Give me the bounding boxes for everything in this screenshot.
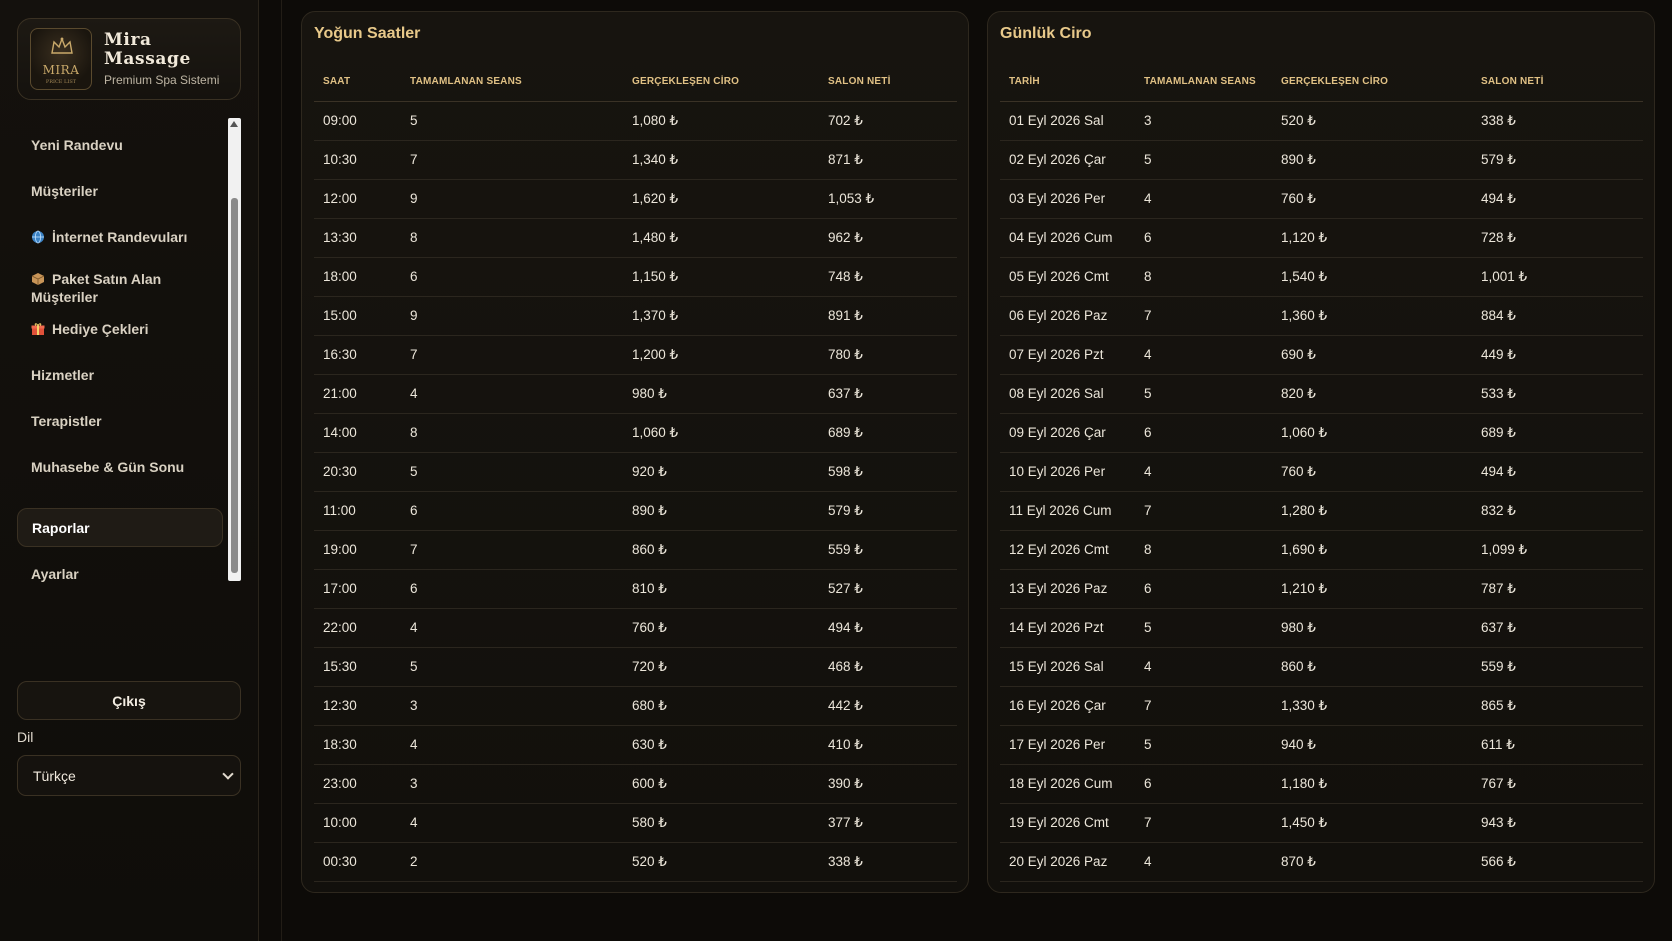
table-cell: 689 ₺	[1472, 413, 1643, 452]
table-row	[314, 335, 957, 374]
table-cell: 1,280 ₺	[1272, 491, 1472, 530]
scroll-up-arrow-icon[interactable]	[230, 121, 238, 127]
table-cell: 21:00	[314, 374, 401, 413]
table-cell: 980 ₺	[1272, 608, 1472, 647]
table-cell: 7	[401, 140, 623, 179]
table-cell: 494 ₺	[1472, 179, 1643, 218]
table-cell: 1,340 ₺	[623, 140, 819, 179]
table-cell: 14:00	[314, 413, 401, 452]
column-header: TARİH	[1000, 63, 1135, 101]
table-row	[1000, 569, 1643, 608]
table-cell: 527 ₺	[819, 569, 957, 608]
table-cell: 14 Eyl 2026 Pzt	[1000, 608, 1135, 647]
table-row	[314, 569, 957, 608]
table-cell: 566 ₺	[1472, 842, 1643, 881]
table-cell: 832 ₺	[1472, 491, 1643, 530]
table-cell: 6	[401, 569, 623, 608]
table-cell: 1,210 ₺	[1272, 569, 1472, 608]
table-row	[314, 842, 957, 881]
table-row	[314, 725, 957, 764]
brand-subtitle: Premium Spa Sistemi	[104, 73, 220, 87]
table-cell: 01 Eyl 2026 Sal	[1000, 101, 1135, 140]
table-row	[314, 608, 957, 647]
column-header: TAMAMLANAN SEANS	[401, 63, 623, 101]
table-cell: 1,180 ₺	[1272, 764, 1472, 803]
table-row	[314, 179, 957, 218]
column-header: SALON NETİ	[819, 63, 957, 101]
sidebar-item-label: Raporlar	[32, 519, 90, 536]
table-row	[314, 647, 957, 686]
table-cell: 1,450 ₺	[1272, 803, 1472, 842]
table-cell: 860 ₺	[1272, 647, 1472, 686]
table-cell: 1,099 ₺	[1472, 530, 1643, 569]
sidebar-nav	[17, 118, 225, 581]
table-cell: 7	[401, 530, 623, 569]
table-row	[314, 296, 957, 335]
table-cell: 19:00	[314, 530, 401, 569]
brand-card	[17, 18, 241, 100]
sidebar-item-yeni-randevu[interactable]	[17, 130, 223, 160]
table-cell: 377 ₺	[819, 803, 957, 842]
table-cell: 8	[401, 218, 623, 257]
table-cell: 1,200 ₺	[623, 335, 819, 374]
table-row	[1000, 803, 1643, 842]
table-cell: 09 Eyl 2026 Çar	[1000, 413, 1135, 452]
table-cell: 6	[1135, 569, 1272, 608]
table-cell: 891 ₺	[819, 296, 957, 335]
table-cell: 12:00	[314, 179, 401, 218]
table-cell: 468 ₺	[819, 647, 957, 686]
sidebar-item-label: Hizmetler	[31, 367, 95, 383]
table-cell: 760 ₺	[623, 608, 819, 647]
table-cell: 760 ₺	[1272, 452, 1472, 491]
table-cell: 10 Eyl 2026 Per	[1000, 452, 1135, 491]
table-cell: 598 ₺	[819, 452, 957, 491]
column-header: SAAT	[314, 63, 401, 101]
table-cell: 10:00	[314, 803, 401, 842]
table-cell: 6	[1135, 413, 1272, 452]
package-icon	[31, 272, 45, 286]
table-cell: 611 ₺	[1472, 725, 1643, 764]
table-cell: 7	[401, 335, 623, 374]
table-cell: 410 ₺	[819, 725, 957, 764]
busy-hours-panel	[301, 11, 969, 893]
table-cell: 09:00	[314, 101, 401, 140]
sidebar-item-label: Paket Satın Alan	[52, 271, 162, 287]
panel-title: Yoğun Saatler	[314, 25, 421, 42]
table-row	[1000, 374, 1643, 413]
table-cell: 07 Eyl 2026 Pzt	[1000, 335, 1135, 374]
table-cell: 1,060 ₺	[623, 413, 819, 452]
table-cell: 5	[401, 452, 623, 491]
sidebar-item-internet-randevulari[interactable]	[17, 222, 223, 252]
table-cell: 680 ₺	[623, 686, 819, 725]
table-cell: 8	[1135, 257, 1272, 296]
table-cell: 520 ₺	[623, 842, 819, 881]
table-cell: 10:30	[314, 140, 401, 179]
table-cell: 1,540 ₺	[1272, 257, 1472, 296]
table-row	[1000, 842, 1643, 881]
table-cell: 9	[401, 296, 623, 335]
table-cell: 16 Eyl 2026 Çar	[1000, 686, 1135, 725]
table-cell: 630 ₺	[623, 725, 819, 764]
table-cell: 7	[1135, 296, 1272, 335]
table-cell: 5	[401, 647, 623, 686]
sidebar-item-paket-satin-alan[interactable]	[17, 268, 223, 308]
table-cell: 871 ₺	[819, 140, 957, 179]
table-cell: 720 ₺	[623, 647, 819, 686]
table-cell: 18:00	[314, 257, 401, 296]
table-row	[314, 491, 957, 530]
table-row	[1000, 257, 1643, 296]
table-cell: 5	[1135, 140, 1272, 179]
table-cell: 4	[401, 608, 623, 647]
table-cell: 579 ₺	[819, 491, 957, 530]
logo-subtext: PRICE LIST	[45, 79, 77, 85]
table-row	[1000, 530, 1643, 569]
table-row	[1000, 764, 1643, 803]
table-cell: 860 ₺	[623, 530, 819, 569]
table-cell: 4	[1135, 335, 1272, 374]
table-cell: 1,690 ₺	[1272, 530, 1472, 569]
table-cell: 870 ₺	[1272, 842, 1472, 881]
table-cell: 787 ₺	[1472, 569, 1643, 608]
table-row	[314, 452, 957, 491]
table-cell: 1,060 ₺	[1272, 413, 1472, 452]
table-cell: 600 ₺	[623, 764, 819, 803]
table-cell: 4	[401, 374, 623, 413]
table-cell: 20 Eyl 2026 Paz	[1000, 842, 1135, 881]
busy-hours-table	[314, 63, 957, 882]
table-cell: 9	[401, 179, 623, 218]
table-cell: 13 Eyl 2026 Paz	[1000, 569, 1135, 608]
table-cell: 03 Eyl 2026 Per	[1000, 179, 1135, 218]
table-cell: 7	[1135, 491, 1272, 530]
table-row	[314, 257, 957, 296]
table-cell: 2	[401, 842, 623, 881]
table-cell: 689 ₺	[819, 413, 957, 452]
table-cell: 338 ₺	[819, 842, 957, 881]
table-row	[1000, 296, 1643, 335]
table-cell: 1,120 ₺	[1272, 218, 1472, 257]
table-cell: 11:00	[314, 491, 401, 530]
table-cell: 4	[401, 725, 623, 764]
table-cell: 884 ₺	[1472, 296, 1643, 335]
brand-name-line1: Mira	[104, 30, 152, 50]
table-row	[1000, 647, 1643, 686]
crown-icon	[50, 37, 74, 55]
table-cell: 580 ₺	[623, 803, 819, 842]
table-cell: 810 ₺	[623, 569, 819, 608]
table-cell: 16:30	[314, 335, 401, 374]
table-cell: 637 ₺	[819, 374, 957, 413]
logout-button[interactable]: Çıkış	[17, 681, 241, 720]
table-cell: 494 ₺	[1472, 452, 1643, 491]
table-cell: 1,480 ₺	[623, 218, 819, 257]
table-cell: 6	[401, 257, 623, 296]
table-cell: 760 ₺	[1272, 179, 1472, 218]
table-cell: 15 Eyl 2026 Sal	[1000, 647, 1135, 686]
sidebar-item-musteriler[interactable]	[17, 176, 223, 206]
table-cell: 4	[1135, 842, 1272, 881]
table-row	[1000, 725, 1643, 764]
table-cell: 6	[1135, 218, 1272, 257]
sidebar-item-label: İnternet Randevuları	[52, 229, 188, 245]
table-row	[1000, 335, 1643, 374]
table-cell: 5	[1135, 608, 1272, 647]
sidebar-scrollbar[interactable]	[228, 118, 241, 581]
sidebar-item-label: Yeni Randevu	[31, 137, 123, 153]
table-cell: 690 ₺	[1272, 335, 1472, 374]
table-row	[1000, 686, 1643, 725]
content-divider	[281, 0, 282, 941]
daily-revenue-table	[1000, 63, 1643, 882]
table-cell: 1,080 ₺	[623, 101, 819, 140]
table-cell: 12 Eyl 2026 Cmt	[1000, 530, 1135, 569]
table-cell: 1,620 ₺	[623, 179, 819, 218]
sidebar-item-ayarlar[interactable]	[17, 559, 223, 589]
table-cell: 3	[1135, 101, 1272, 140]
table-cell: 08 Eyl 2026 Sal	[1000, 374, 1135, 413]
table-cell: 4	[1135, 647, 1272, 686]
table-cell: 8	[401, 413, 623, 452]
table-row	[1000, 452, 1643, 491]
table-cell: 5	[401, 101, 623, 140]
table-cell: 442 ₺	[819, 686, 957, 725]
table-row	[1000, 608, 1643, 647]
table-cell: 15:00	[314, 296, 401, 335]
table-cell: 533 ₺	[1472, 374, 1643, 413]
sidebar-item-label: Müşteriler	[31, 183, 98, 199]
sidebar-item-label: Muhasebe & Gün Sonu	[31, 459, 185, 475]
scrollbar-thumb[interactable]	[231, 198, 238, 573]
sidebar-item-raporlar[interactable]	[17, 508, 223, 547]
table-cell: 17:00	[314, 569, 401, 608]
table-cell: 4	[1135, 179, 1272, 218]
table-cell: 04 Eyl 2026 Cum	[1000, 218, 1135, 257]
sidebar-item-hizmetler[interactable]	[17, 360, 223, 390]
table-row	[1000, 491, 1643, 530]
table-cell: 1,053 ₺	[819, 179, 957, 218]
table-row	[314, 140, 957, 179]
table-cell: 449 ₺	[1472, 335, 1643, 374]
table-cell: 6	[1135, 764, 1272, 803]
table-row	[314, 803, 957, 842]
table-cell: 8	[1135, 530, 1272, 569]
table-cell: 559 ₺	[1472, 647, 1643, 686]
table-row	[1000, 218, 1643, 257]
column-header: GERÇEKLEŞEN CİRO	[623, 63, 819, 101]
table-cell: 390 ₺	[819, 764, 957, 803]
table-cell: 1,360 ₺	[1272, 296, 1472, 335]
table-row	[314, 413, 957, 452]
table-cell: 520 ₺	[1272, 101, 1472, 140]
table-cell: 559 ₺	[819, 530, 957, 569]
language-selected-value: Türkçe	[33, 767, 76, 784]
table-cell: 4	[401, 803, 623, 842]
table-cell: 02 Eyl 2026 Çar	[1000, 140, 1135, 179]
table-cell: 17 Eyl 2026 Per	[1000, 725, 1135, 764]
table-cell: 780 ₺	[819, 335, 957, 374]
table-cell: 338 ₺	[1472, 101, 1643, 140]
table-cell: 3	[401, 764, 623, 803]
table-cell: 7	[1135, 803, 1272, 842]
table-cell: 890 ₺	[1272, 140, 1472, 179]
column-header: SALON NETİ	[1472, 63, 1643, 101]
sidebar-item-label: Terapistler	[31, 413, 102, 429]
column-header: TAMAMLANAN SEANS	[1135, 63, 1272, 101]
table-cell: 920 ₺	[623, 452, 819, 491]
table-cell: 943 ₺	[1472, 803, 1643, 842]
brand-logo	[30, 28, 92, 90]
table-cell: 579 ₺	[1472, 140, 1643, 179]
table-row	[1000, 413, 1643, 452]
table-cell: 5	[1135, 374, 1272, 413]
logo-text: MIRA	[42, 63, 80, 77]
table-row	[1000, 101, 1643, 140]
table-row	[314, 530, 957, 569]
table-cell: 11 Eyl 2026 Cum	[1000, 491, 1135, 530]
table-row	[314, 101, 957, 140]
column-header: GERÇEKLEŞEN CİRO	[1272, 63, 1472, 101]
table-cell: 962 ₺	[819, 218, 957, 257]
table-cell: 1,001 ₺	[1472, 257, 1643, 296]
sidebar-item-terapistler[interactable]	[17, 406, 223, 436]
table-cell: 4	[1135, 452, 1272, 491]
table-cell: 19 Eyl 2026 Cmt	[1000, 803, 1135, 842]
table-cell: 494 ₺	[819, 608, 957, 647]
table-cell: 1,150 ₺	[623, 257, 819, 296]
table-row	[1000, 179, 1643, 218]
table-row	[314, 686, 957, 725]
table-cell: 748 ₺	[819, 257, 957, 296]
chevron-down-icon	[222, 768, 233, 779]
table-cell: 702 ₺	[819, 101, 957, 140]
panel-title: Günlük Ciro	[1000, 25, 1092, 42]
table-cell: 5	[1135, 725, 1272, 764]
sidebar-item-label: Ayarlar	[31, 566, 79, 582]
sidebar	[0, 0, 259, 941]
table-row	[1000, 140, 1643, 179]
table-cell: 05 Eyl 2026 Cmt	[1000, 257, 1135, 296]
language-label: Dil	[17, 729, 34, 745]
table-cell: 890 ₺	[623, 491, 819, 530]
table-cell: 15:30	[314, 647, 401, 686]
table-cell: 3	[401, 686, 623, 725]
table-cell: 23:00	[314, 764, 401, 803]
table-cell: 12:30	[314, 686, 401, 725]
sidebar-item-hediye-cekleri[interactable]	[17, 314, 223, 344]
daily-revenue-panel	[987, 11, 1655, 893]
table-cell: 980 ₺	[623, 374, 819, 413]
table-cell: 767 ₺	[1472, 764, 1643, 803]
table-row	[314, 764, 957, 803]
sidebar-item-muhasebe[interactable]	[17, 452, 223, 482]
table-cell: 18 Eyl 2026 Cum	[1000, 764, 1135, 803]
table-cell: 13:30	[314, 218, 401, 257]
language-select[interactable]	[17, 755, 241, 796]
table-cell: 637 ₺	[1472, 608, 1643, 647]
table-cell: 6	[401, 491, 623, 530]
table-cell: 20:30	[314, 452, 401, 491]
table-cell: 06 Eyl 2026 Paz	[1000, 296, 1135, 335]
globe-icon	[31, 230, 45, 244]
table-cell: 22:00	[314, 608, 401, 647]
table-cell: 865 ₺	[1472, 686, 1643, 725]
table-cell: 1,330 ₺	[1272, 686, 1472, 725]
table-row	[314, 374, 957, 413]
table-cell: 728 ₺	[1472, 218, 1643, 257]
table-cell: 820 ₺	[1272, 374, 1472, 413]
gift-icon	[31, 322, 45, 336]
table-cell: 7	[1135, 686, 1272, 725]
table-cell: 00:30	[314, 842, 401, 881]
table-cell: 940 ₺	[1272, 725, 1472, 764]
table-row	[314, 218, 957, 257]
table-cell: 18:30	[314, 725, 401, 764]
table-cell: 1,370 ₺	[623, 296, 819, 335]
sidebar-item-label-line2: Müşteriler	[31, 289, 98, 305]
brand-name-line2: Massage	[104, 49, 191, 69]
sidebar-item-label: Hediye Çekleri	[52, 321, 149, 337]
